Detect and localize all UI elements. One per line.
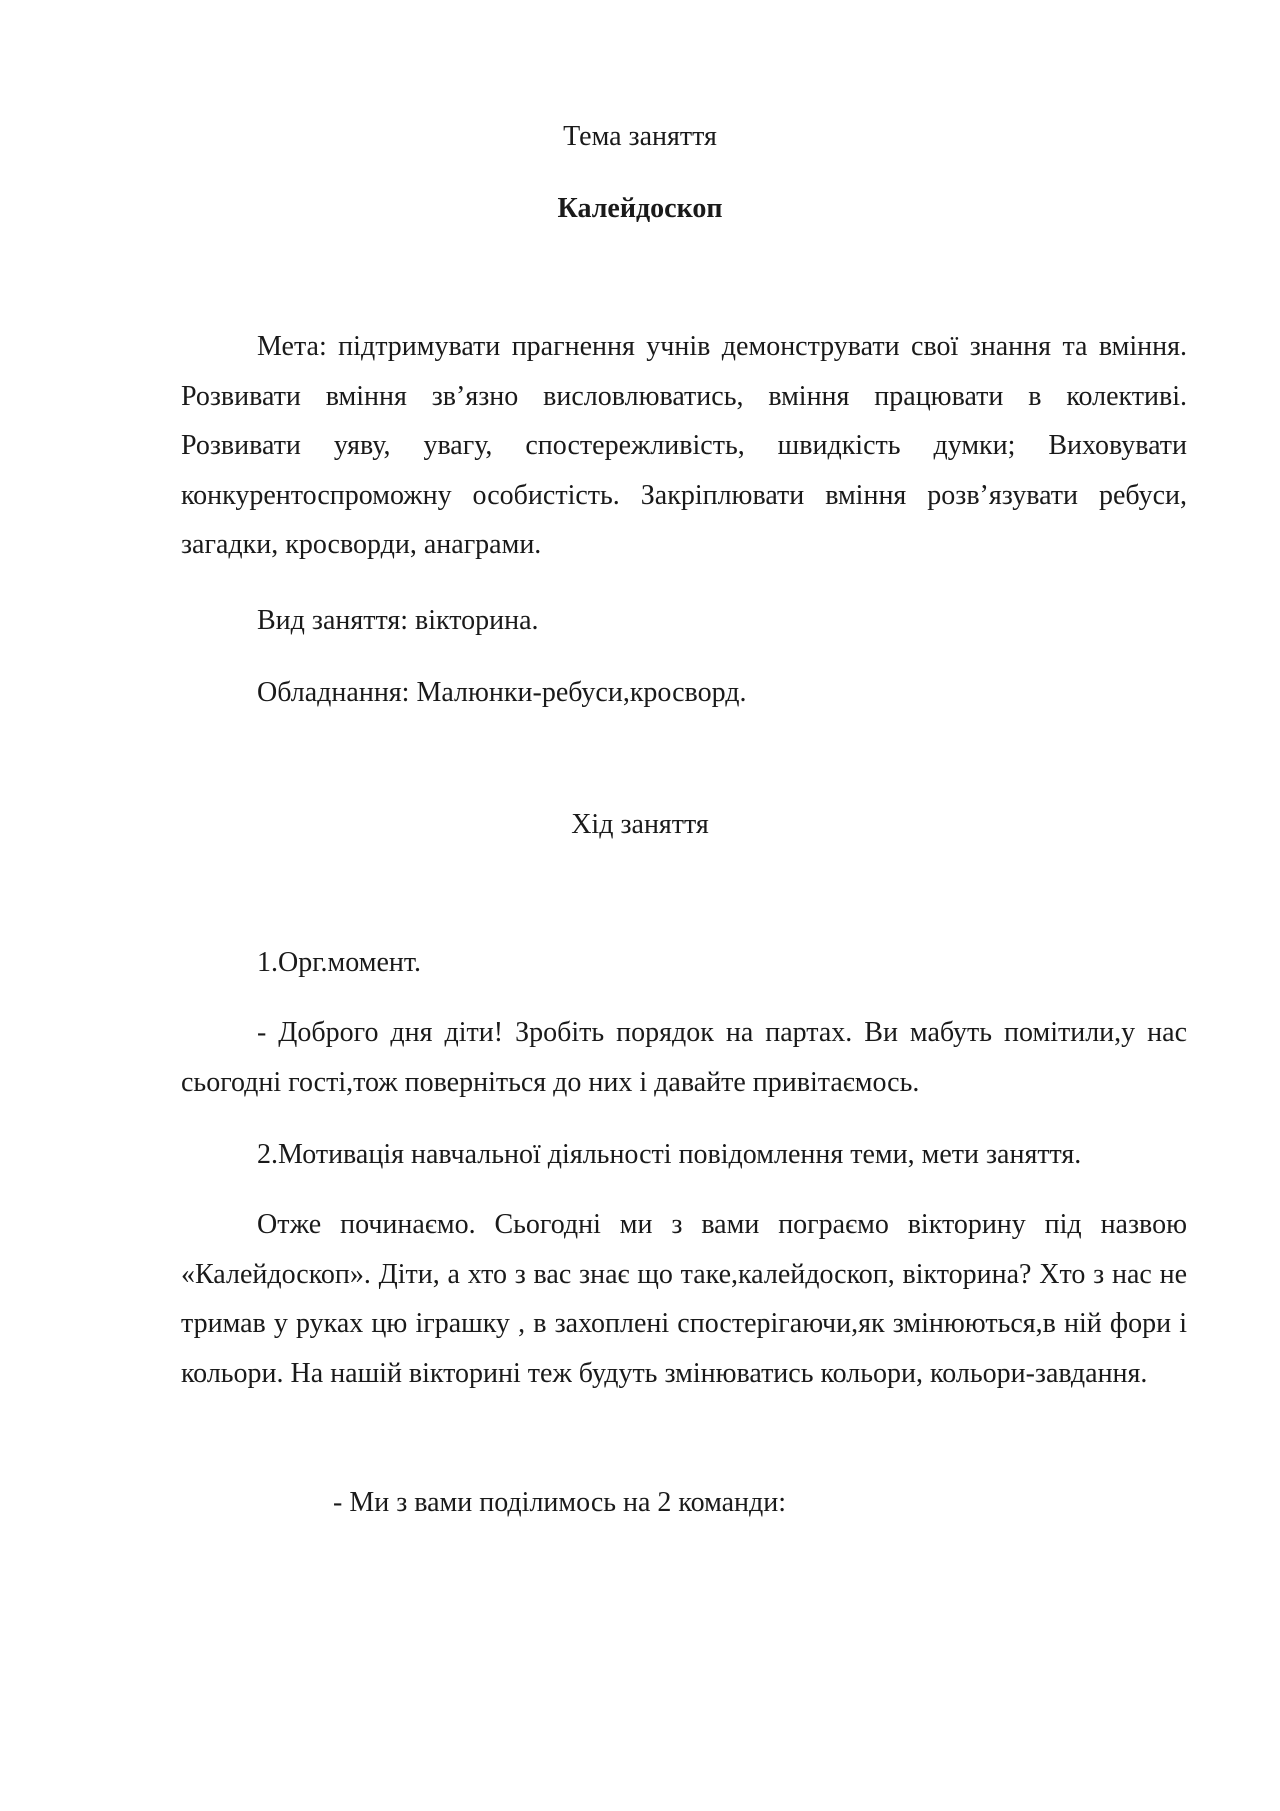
lesson-title: Калейдоскоп <box>557 193 723 224</box>
motivation-paragraph: 2.Мотивація навчальної діяльності повідомлення теми, мети заняття. <box>257 1139 1082 1170</box>
teams-paragraph: - Ми з вами поділимось на 2 команди: <box>333 1487 787 1518</box>
goal-paragraph: Мета: підтримувати прагнення учнів демонструвати свої знання та вміння. Розвивати вміння зв’язно висловлюватись, вміння працювати в колективі. Розвивати уяву, увагу, спостережливість, швидкість думки; Виховувати конкурентоспроможну особистість. Закріплювати вміння розв’язувати ребуси, загадки, кросворди, анаграми. <box>181 331 1187 560</box>
greeting-paragraph: - Доброго дня діти! Зробіть порядок на партах. Ви мабуть помітили,у нас сьогодні гості,тож поверніться до них і давайте привітаємось. <box>181 1017 1187 1098</box>
equipment-paragraph: Обладнання: Малюнки-ребуси,кросворд. <box>257 677 747 708</box>
progress-heading: Хід заняття <box>571 809 709 840</box>
topic-label: Тема заняття <box>563 121 717 152</box>
org-moment-paragraph: 1.Орг.момент. <box>257 947 421 978</box>
lesson-type-paragraph: Вид заняття: вікторина. <box>257 605 539 636</box>
start-paragraph: Отже починаємо. Сьогодні ми з вами пограємо вікторину під назвою «Калейдоскоп». Діти, а хто з вас знає що таке,калейдоскоп, вікторина? Хто з нас не тримав у руках цю іграшку , в захоплені спостерігаючи,як змінюються,в ній фори і кольори. На нашій вікторині теж будуть змінюватись кольори, кольори-завдання. <box>181 1209 1187 1389</box>
